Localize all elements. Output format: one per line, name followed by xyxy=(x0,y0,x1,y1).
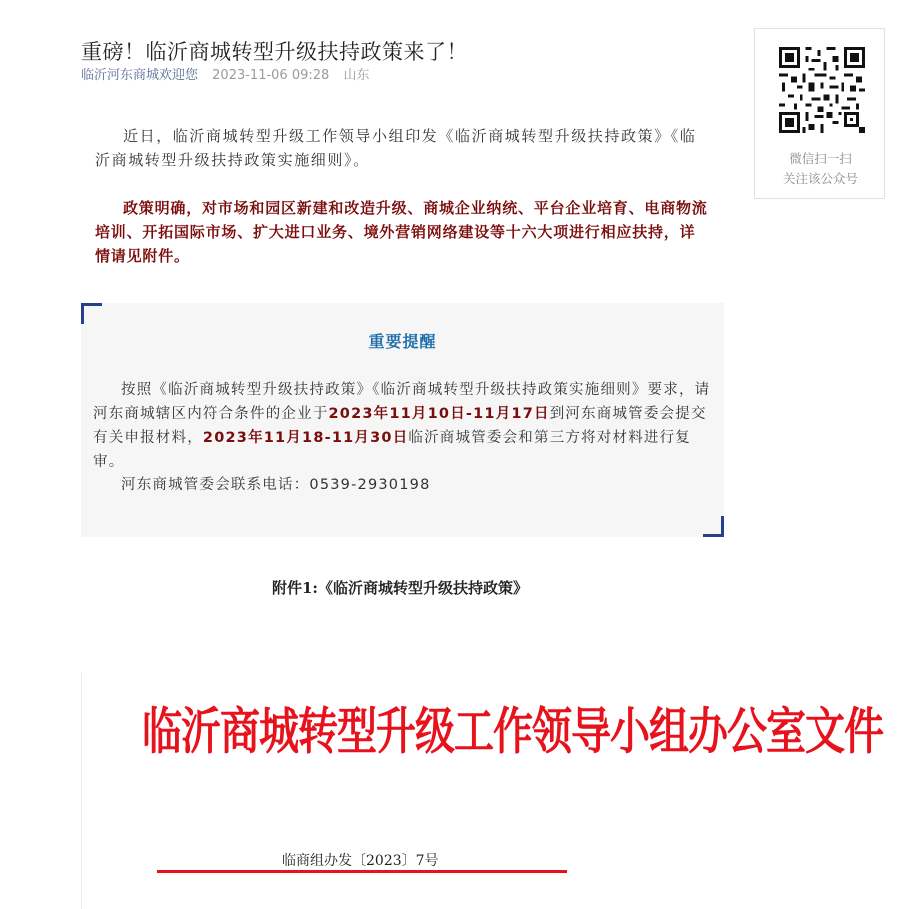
document-red-divider xyxy=(157,870,567,873)
qr-caption-follow: 关注该公众号 xyxy=(782,171,858,186)
notice-text-3: 临沂商城管委会和第三方将对材料进行复审。 xyxy=(93,430,692,470)
notice-phone: 河东商城管委会联系电话：0539-2930198 xyxy=(121,477,431,493)
article-title: 重磅！临沂商城转型升级扶持政策来了！ xyxy=(81,40,468,65)
qr-caption-scan: 微信扫一扫 xyxy=(789,151,852,166)
attachment-label: 附件1:《临沂商城转型升级扶持政策》 xyxy=(272,579,528,597)
important-notice-box xyxy=(81,303,724,537)
notice-text-1: 按照《临沂商城转型升级扶持政策》《临沂商城转型升级扶持政策实施细则》要求，请河东商城辖区内符合条件的企业于 xyxy=(93,382,711,422)
notice-date-range-1: 2023年11月10日-11月17日 xyxy=(328,406,550,422)
article-meta xyxy=(81,64,369,83)
corner-decoration-bottom-right xyxy=(703,516,724,537)
document-number: 临商组办发〔2023〕7号 xyxy=(282,853,439,869)
notice-text-2: 到河东商城管委会提交有关申报材料， xyxy=(93,406,707,446)
account-name-link[interactable]: 临沂河东商城欢迎您 xyxy=(81,68,199,83)
policy-paragraph: 政策明确，对市场和园区新建和改造升级、商城企业纳统、平台企业培育、电商物流培训、开拓国际市场、扩大进口业务、境外营销网络建设等十六大项进行相应扶持，详情请见附件。 xyxy=(95,199,708,265)
notice-title: 重要提醒 xyxy=(368,332,437,351)
qr-code-panel xyxy=(754,28,885,199)
notice-date-range-2: 2023年11月18-11月30日 xyxy=(202,430,409,446)
corner-decoration-top-left xyxy=(81,303,102,324)
publish-date: 2023-11-06 09:28 xyxy=(212,68,330,83)
document-image[interactable] xyxy=(81,672,883,909)
document-heading: 临沂商城转型升级工作领导小组办公室文件 xyxy=(142,702,883,761)
publish-location: 山东 xyxy=(343,68,370,83)
intro-paragraph: 近日，临沂商城转型升级工作领导小组印发《临沂商城转型升级扶持政策》《临沂商城转型升级扶持政策实施细则》。 xyxy=(95,127,697,169)
notice-body xyxy=(93,378,718,474)
qr-code-icon xyxy=(779,47,865,133)
